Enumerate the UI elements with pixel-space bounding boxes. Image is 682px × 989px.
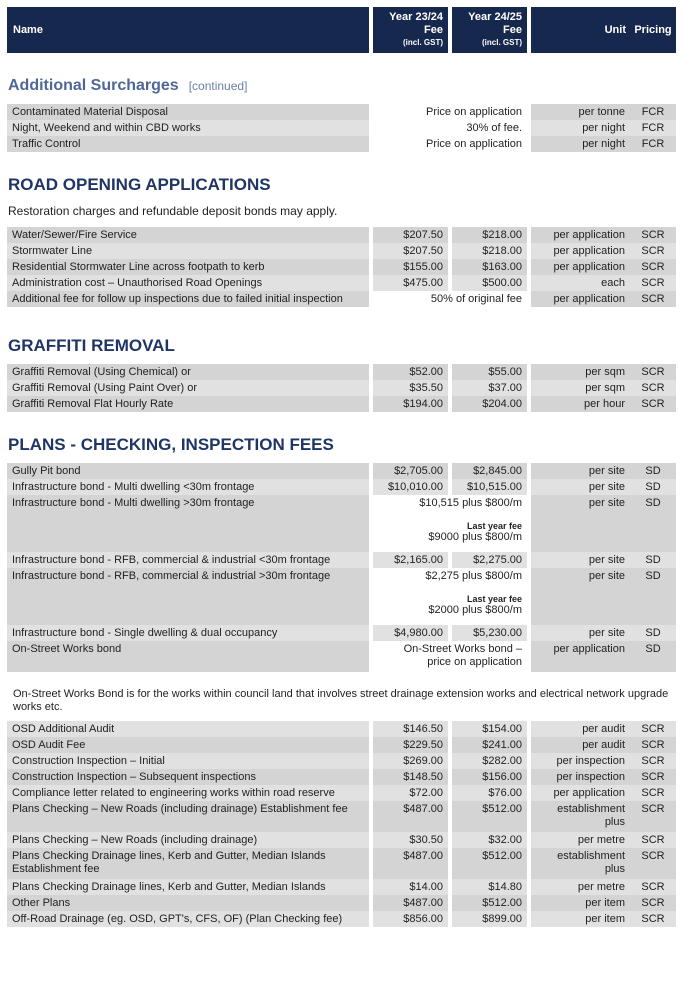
row-name: Plans Checking – New Roads (including drainage) bbox=[7, 832, 369, 848]
table-row bbox=[7, 479, 676, 495]
row-unit: per application bbox=[531, 641, 630, 672]
row-fee-2425: $10,515.00 bbox=[452, 479, 527, 495]
row-name: Infrastructure bond - Single dwelling & dual occupancy bbox=[7, 625, 369, 641]
row-fee-2324: $207.50 bbox=[373, 243, 448, 259]
table-row bbox=[7, 380, 676, 396]
table-row bbox=[7, 275, 676, 291]
row-name: Compliance letter related to engineering works within road reserve bbox=[7, 785, 369, 801]
row-fee-2425: $218.00 bbox=[452, 243, 527, 259]
row-name: Additional fee for follow up inspections due to failed initial inspection bbox=[7, 291, 369, 307]
header-year2-line2: Fee bbox=[503, 24, 522, 36]
row-fee-2425: $55.00 bbox=[452, 364, 527, 380]
table-row bbox=[7, 243, 676, 259]
row-pricing: SCR bbox=[630, 753, 676, 769]
road-table bbox=[7, 227, 676, 307]
row-unit: per night bbox=[531, 120, 630, 136]
row-pricing: SD bbox=[630, 641, 676, 672]
row-pricing: SCR bbox=[630, 737, 676, 753]
table-row bbox=[7, 259, 676, 275]
row-unit: per night bbox=[531, 136, 630, 152]
last-year-fee: $9000 plus $800/m bbox=[428, 531, 522, 543]
row-name: Contaminated Material Disposal bbox=[7, 104, 369, 120]
row-fee-2324: $487.00 bbox=[373, 801, 448, 832]
row-unit: per site bbox=[531, 479, 630, 495]
table-row bbox=[7, 753, 676, 769]
row-pricing: SCR bbox=[630, 785, 676, 801]
row-fee-2324: $475.00 bbox=[373, 275, 448, 291]
row-unit bbox=[531, 848, 630, 879]
row-pricing: SCR bbox=[630, 380, 676, 396]
row-fee: 50% of original fee bbox=[430, 293, 522, 305]
row-unit-line2: plus bbox=[604, 863, 625, 875]
section-title-surcharges bbox=[8, 77, 247, 95]
table-row bbox=[7, 120, 676, 136]
row-pricing: SCR bbox=[630, 227, 676, 243]
row-unit: per metre bbox=[531, 879, 630, 895]
row-fee-2324: $155.00 bbox=[373, 259, 448, 275]
road-note: Restoration charges and refundable deposit bonds may apply. bbox=[8, 204, 338, 218]
row-name: Infrastructure bond - RFB, commercial & industrial <30m frontage bbox=[7, 552, 369, 568]
header-year1 bbox=[373, 7, 448, 53]
row-name: Stormwater Line bbox=[7, 243, 369, 259]
table-row bbox=[7, 769, 676, 785]
row-unit: per site bbox=[531, 463, 630, 479]
last-year-fee: $2000 plus $800/m bbox=[428, 604, 522, 616]
row-fee-2425: $37.00 bbox=[452, 380, 527, 396]
row-fee-2425: $2,845.00 bbox=[452, 463, 527, 479]
row-unit: per application bbox=[531, 291, 630, 307]
row-pricing: SD bbox=[630, 463, 676, 479]
row-fee-2324: $14.00 bbox=[373, 879, 448, 895]
row-fee-2425: $512.00 bbox=[452, 895, 527, 911]
plans-table-2 bbox=[7, 721, 676, 927]
row-name-line2: Establishment fee bbox=[12, 863, 100, 875]
table-row bbox=[7, 364, 676, 380]
row-name: Administration cost – Unauthorised Road Openings bbox=[7, 275, 369, 291]
row-fee-2425: $500.00 bbox=[452, 275, 527, 291]
row-fee-2324: $148.50 bbox=[373, 769, 448, 785]
row-unit: per tonne bbox=[531, 104, 630, 120]
row-fee-2425: $5,230.00 bbox=[452, 625, 527, 641]
row-name: Other Plans bbox=[7, 895, 369, 911]
row-pricing: SD bbox=[630, 495, 676, 552]
row-fee-2324: $207.50 bbox=[373, 227, 448, 243]
header-year1-line1: Year 23/24 bbox=[389, 11, 443, 23]
table-header bbox=[7, 7, 676, 53]
row-unit: per site bbox=[531, 625, 630, 641]
row-fee: 30% of fee. bbox=[466, 122, 522, 134]
table-row bbox=[7, 396, 676, 412]
row-fee-2324: $4,980.00 bbox=[373, 625, 448, 641]
row-pricing: FCR bbox=[630, 120, 676, 136]
row-pricing: SCR bbox=[630, 243, 676, 259]
row-pricing: FCR bbox=[630, 104, 676, 120]
row-name-line1: Plans Checking Drainage lines, Kerb and Gutter, Median Islands bbox=[12, 850, 326, 862]
row-unit: per item bbox=[531, 911, 630, 927]
surcharges-title: Additional Surcharges bbox=[8, 77, 179, 94]
row-name: On-Street Works bond bbox=[7, 641, 369, 672]
row-name: OSD Additional Audit bbox=[7, 721, 369, 737]
row-unit: per audit bbox=[531, 737, 630, 753]
row-fee-2425: $154.00 bbox=[452, 721, 527, 737]
row-name: Night, Weekend and within CBD works bbox=[7, 120, 369, 136]
header-year2-sub: (incl. GST) bbox=[482, 38, 522, 47]
row-name: Plans Checking – New Roads (including drainage) Establishment fee bbox=[7, 801, 369, 832]
plans-table bbox=[7, 463, 676, 672]
row-unit: per site bbox=[531, 495, 630, 552]
row-pricing: SCR bbox=[630, 364, 676, 380]
row-pricing: SCR bbox=[630, 769, 676, 785]
row-fee-2425: $218.00 bbox=[452, 227, 527, 243]
row-unit: each bbox=[531, 275, 630, 291]
row-fee-2324: $856.00 bbox=[373, 911, 448, 927]
row-fee-2324: $2,705.00 bbox=[373, 463, 448, 479]
row-unit: per item bbox=[531, 895, 630, 911]
table-row bbox=[7, 848, 676, 879]
row-fee-2324: $52.00 bbox=[373, 364, 448, 380]
row-name: Graffiti Removal (Using Paint Over) or bbox=[7, 380, 369, 396]
last-year-label: Last year fee bbox=[466, 521, 522, 531]
row-fee-2324: $10,010.00 bbox=[373, 479, 448, 495]
table-row bbox=[7, 737, 676, 753]
row-pricing: SCR bbox=[630, 396, 676, 412]
row-name bbox=[7, 848, 369, 879]
row-pricing: FCR bbox=[630, 136, 676, 152]
row-pricing: SCR bbox=[630, 721, 676, 737]
graffiti-table bbox=[7, 364, 676, 412]
section-title-road: ROAD OPENING APPLICATIONS bbox=[8, 175, 271, 194]
row-fee-2425: $32.00 bbox=[452, 832, 527, 848]
header-pricing: Pricing bbox=[630, 7, 676, 53]
row-pricing: SD bbox=[630, 625, 676, 641]
last-year-label: Last year fee bbox=[466, 594, 522, 604]
row-unit: per inspection bbox=[531, 769, 630, 785]
row-name: Traffic Control bbox=[7, 136, 369, 152]
row-unit: per audit bbox=[531, 721, 630, 737]
header-unit: Unit bbox=[531, 7, 630, 53]
row-name: Graffiti Removal Flat Hourly Rate bbox=[7, 396, 369, 412]
header-year2-line1: Year 24/25 bbox=[468, 11, 522, 23]
surcharges-table bbox=[7, 104, 676, 152]
row-fee-line2: price on application bbox=[427, 656, 522, 668]
row-fee: Price on application bbox=[425, 138, 522, 150]
row-unit: per hour bbox=[531, 396, 630, 412]
header-year1-line2: Fee bbox=[424, 24, 443, 36]
header-year1-sub: (incl. GST) bbox=[403, 38, 443, 47]
section-title-plans: PLANS - CHECKING, INSPECTION FEES bbox=[8, 435, 334, 454]
row-unit: per metre bbox=[531, 832, 630, 848]
row-unit: per sqm bbox=[531, 380, 630, 396]
row-unit: per application bbox=[531, 259, 630, 275]
row-name: Graffiti Removal (Using Chemical) or bbox=[7, 364, 369, 380]
section-title-graffiti: GRAFFITI REMOVAL bbox=[8, 336, 175, 355]
row-name: Water/Sewer/Fire Service bbox=[7, 227, 369, 243]
row-fee bbox=[373, 495, 527, 552]
row-fee-2425: $899.00 bbox=[452, 911, 527, 927]
row-unit bbox=[531, 801, 630, 832]
table-row bbox=[7, 785, 676, 801]
row-name: Gully Pit bond bbox=[7, 463, 369, 479]
row-unit: per application bbox=[531, 227, 630, 243]
row-unit: per application bbox=[531, 243, 630, 259]
row-fee: Price on application bbox=[425, 106, 522, 118]
row-fee-current: $2,275 plus $800/m bbox=[425, 570, 522, 582]
row-name: Infrastructure bond - Multi dwelling <30m frontage bbox=[7, 479, 369, 495]
row-name: Residential Stormwater Line across footpath to kerb bbox=[7, 259, 369, 275]
table-row bbox=[7, 291, 676, 307]
row-pricing: SCR bbox=[630, 832, 676, 848]
row-fee bbox=[373, 641, 527, 672]
row-pricing: SCR bbox=[630, 848, 676, 879]
table-row bbox=[7, 801, 676, 832]
table-row bbox=[7, 227, 676, 243]
row-fee-2324: $194.00 bbox=[373, 396, 448, 412]
row-pricing: SCR bbox=[630, 801, 676, 832]
table-row bbox=[7, 879, 676, 895]
row-pricing: SCR bbox=[630, 291, 676, 307]
header-year2 bbox=[452, 7, 527, 53]
row-pricing: SCR bbox=[630, 275, 676, 291]
row-unit: per site bbox=[531, 552, 630, 568]
row-unit-line1: establishment bbox=[557, 850, 625, 862]
row-pricing: SCR bbox=[630, 911, 676, 927]
row-fee-2425: $156.00 bbox=[452, 769, 527, 785]
table-row bbox=[7, 104, 676, 120]
header-name: Name bbox=[7, 7, 369, 53]
row-fee-2425: $282.00 bbox=[452, 753, 527, 769]
row-fee-2324: $487.00 bbox=[373, 895, 448, 911]
row-fee-2425: $512.00 bbox=[452, 848, 527, 879]
table-row bbox=[7, 568, 676, 625]
row-name: Off-Road Drainage (eg. OSD, GPT's, CFS, OF) (Plan Checking fee) bbox=[7, 911, 369, 927]
row-unit: per inspection bbox=[531, 753, 630, 769]
table-row bbox=[7, 641, 676, 672]
row-fee-2324: $487.00 bbox=[373, 848, 448, 879]
table-row bbox=[7, 495, 676, 552]
row-pricing: SD bbox=[630, 552, 676, 568]
row-unit-line2: plus bbox=[604, 816, 625, 828]
row-fee-2324: $269.00 bbox=[373, 753, 448, 769]
table-row bbox=[7, 832, 676, 848]
row-fee-2425: $204.00 bbox=[452, 396, 527, 412]
table-row bbox=[7, 552, 676, 568]
table-row bbox=[7, 625, 676, 641]
table-row bbox=[7, 721, 676, 737]
row-fee-2425: $2,275.00 bbox=[452, 552, 527, 568]
row-pricing: SD bbox=[630, 568, 676, 625]
row-pricing: SCR bbox=[630, 895, 676, 911]
onstreet-note: On-Street Works Bond is for the works within council land that involves street drainage extension works and electrical network upgrade works etc. bbox=[7, 685, 676, 717]
row-unit: per application bbox=[531, 785, 630, 801]
row-fee-2425: $512.00 bbox=[452, 801, 527, 832]
surcharges-continued: [continued] bbox=[188, 79, 248, 93]
row-fee-2425: $76.00 bbox=[452, 785, 527, 801]
row-fee-2324: $30.50 bbox=[373, 832, 448, 848]
row-pricing: SD bbox=[630, 479, 676, 495]
row-fee-2425: $163.00 bbox=[452, 259, 527, 275]
row-unit-line1: establishment bbox=[557, 803, 625, 815]
table-row bbox=[7, 136, 676, 152]
row-fee-2425: $14.80 bbox=[452, 879, 527, 895]
row-fee-2425: $241.00 bbox=[452, 737, 527, 753]
table-row bbox=[7, 911, 676, 927]
table-row bbox=[7, 463, 676, 479]
row-pricing: SCR bbox=[630, 259, 676, 275]
row-fee-2324: $72.00 bbox=[373, 785, 448, 801]
row-name: Plans Checking Drainage lines, Kerb and Gutter, Median Islands bbox=[7, 879, 369, 895]
row-name: Construction Inspection – Initial bbox=[7, 753, 369, 769]
row-fee-line1: On-Street Works bond – bbox=[403, 643, 522, 655]
row-fee-current: $10,515 plus $800/m bbox=[419, 497, 522, 509]
row-pricing: SCR bbox=[630, 879, 676, 895]
row-name: OSD Audit Fee bbox=[7, 737, 369, 753]
row-fee bbox=[373, 568, 527, 625]
row-name: Construction Inspection – Subsequent inspections bbox=[7, 769, 369, 785]
row-unit: per sqm bbox=[531, 364, 630, 380]
table-row bbox=[7, 895, 676, 911]
row-unit: per site bbox=[531, 568, 630, 625]
row-fee-2324: $35.50 bbox=[373, 380, 448, 396]
row-fee-2324: $146.50 bbox=[373, 721, 448, 737]
row-name: Infrastructure bond - RFB, commercial & industrial >30m frontage bbox=[7, 568, 369, 625]
row-fee-2324: $229.50 bbox=[373, 737, 448, 753]
row-name: Infrastructure bond - Multi dwelling >30m frontage bbox=[7, 495, 369, 552]
row-fee-2324: $2,165.00 bbox=[373, 552, 448, 568]
